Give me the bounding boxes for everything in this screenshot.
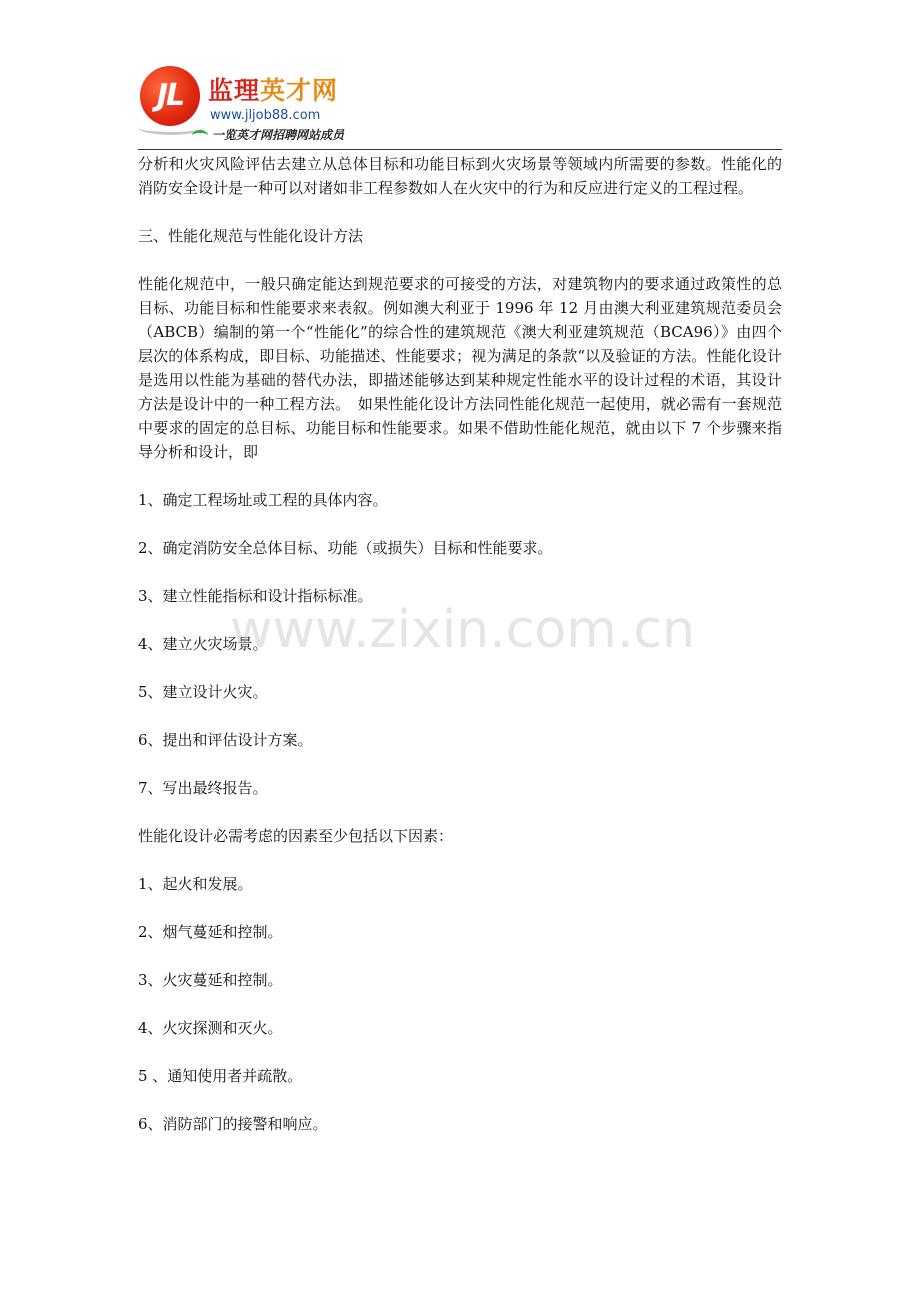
logo-title-part2: 英才网 <box>260 76 339 105</box>
step-item: 6、提出和评估设计方案。 <box>138 731 313 749</box>
paragraph-main: 性能化规范中，一般只确定能达到规范要求的可接受的方法，对建筑物内的要求通过政策性的总目标、功能目标和性能要求来表叙。例如澳大利亚于 1996 年 12 月由澳大利亚建筑规范委员会（ABCB）编制的第一个“性能化”的综合性的建筑规范《澳大利亚建筑规范（BCA96）》由四个层次的体系构成，即目标、功能描述、性能要求；视为满足的条款“以及验证的方法。性能化设计是选用以性能为基础的替代办法，即描述能够达到某种规定性能水平的设计过程的术语，其设计方法是设计中的一种工程方法。 如果性能化设计方法同性能化规范一起使用，就必需有一套规范中要求的固定的总目标、功能目标和性能要求。如果不借助性能化规范，就由以下 7 个步骤来指导分析和设计，即 <box>138 275 782 461</box>
factor-item: 3、火灾蔓延和控制。 <box>138 971 283 989</box>
factor-item: 1、起火和发展。 <box>138 875 253 893</box>
factor-item: 6、消防部门的接警和响应。 <box>138 1115 328 1133</box>
step-item: 1、确定工程场址或工程的具体内容。 <box>138 491 388 509</box>
watermark: www.zixin.com.cn <box>230 600 695 660</box>
logo-tagline: 一览英才网招聘网站成员 <box>212 128 345 142</box>
site-logo[interactable] <box>138 62 378 148</box>
section-heading: 三、性能化规范与性能化设计方法 <box>138 227 364 245</box>
document-body <box>138 152 782 1160</box>
logo-title-part1: 监理 <box>208 76 261 105</box>
page-header <box>138 62 782 150</box>
logo-title <box>208 76 338 106</box>
header-divider <box>138 149 782 150</box>
factor-item: 4、火灾探测和灭火。 <box>138 1019 283 1037</box>
step-item: 4、建立火灾场景。 <box>138 635 268 653</box>
factor-item: 2、烟气蔓延和控制。 <box>138 923 283 941</box>
factors-intro: 性能化设计必需考虑的因素至少包括以下因素： <box>138 827 454 845</box>
step-item: 2、确定消防安全总体目标、功能（或损失）目标和性能要求。 <box>138 539 553 557</box>
factor-item: 5 、通知使用者并疏散。 <box>138 1067 303 1085</box>
tagline-arrow-icon <box>192 130 208 141</box>
paragraph-intro: 分析和火灾风险评估去建立从总体目标和功能目标到火灾场景等领域内所需要的参数。性能化的消防安全设计是一种可以对诸如非工程参数如人在火灾中的行为和反应进行定义的工程过程。 <box>138 155 782 197</box>
step-item: 3、建立性能指标和设计指标标准。 <box>138 587 373 605</box>
step-item: 7、写出最终报告。 <box>138 779 268 797</box>
step-item: 5、建立设计火灾。 <box>138 683 268 701</box>
logo-url: www.jljob88.com <box>210 108 321 123</box>
logo-mark: JL <box>140 66 200 126</box>
